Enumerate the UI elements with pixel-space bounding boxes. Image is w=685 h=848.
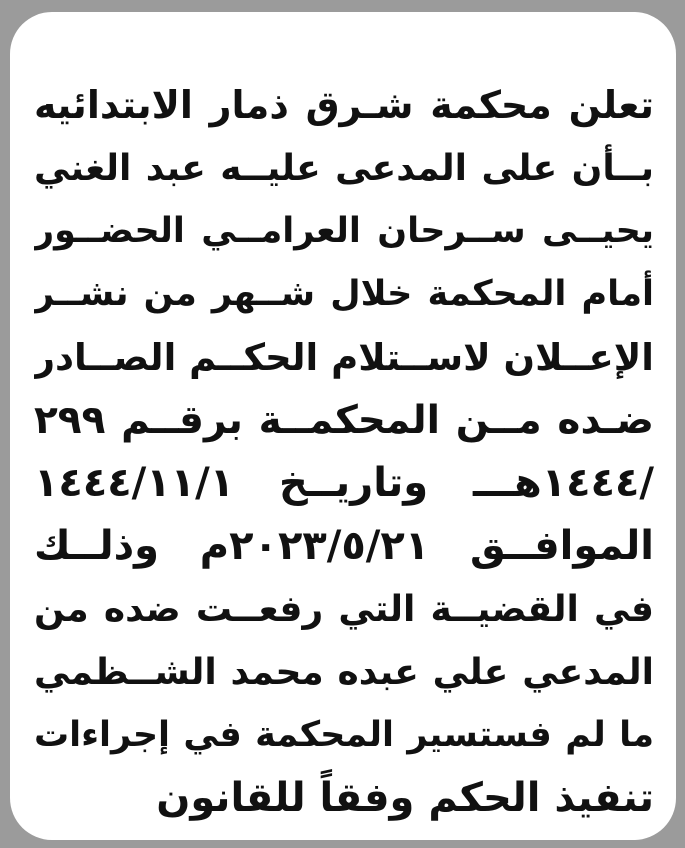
text-line-4: أمام المحكمة خلال شــهر من نشــر: [34, 274, 654, 314]
text-line-9: في القضيــة التي رفعــت ضده من: [34, 589, 654, 630]
text-line-6: ضـده مــن المحكمــة برقــم ٢٩٩: [34, 398, 654, 443]
text-line-5: الإعــلان لاســتلام الحكــم الصــادر: [34, 336, 654, 379]
text-line-2: بــأن على المدعى عليــه عبد الغني: [34, 148, 654, 189]
text-line-1: تعلن محكمة شـرق ذمار الابتدائيه: [34, 83, 654, 127]
text-line-10: المدعي علي عبده محمد الشــظمي: [34, 652, 654, 693]
announcement-card: [10, 12, 676, 840]
text-line-3: يحيــى ســرحان العرامــي الحضــور: [34, 211, 654, 251]
text-line-11: ما لم فستسير المحكمة في إجراءات: [34, 715, 654, 755]
text-line-7: /١٤٤٤هـــ وتاريــخ ١٤٤٤/١١/١: [34, 460, 654, 506]
text-line-12: تنفيذ الحكم وفقاً للقانون: [156, 775, 654, 821]
announcement-text: [34, 74, 654, 830]
text-line-8: الموافــق ٢٠٢٣/٥/٢١م وذلــك: [34, 523, 654, 569]
